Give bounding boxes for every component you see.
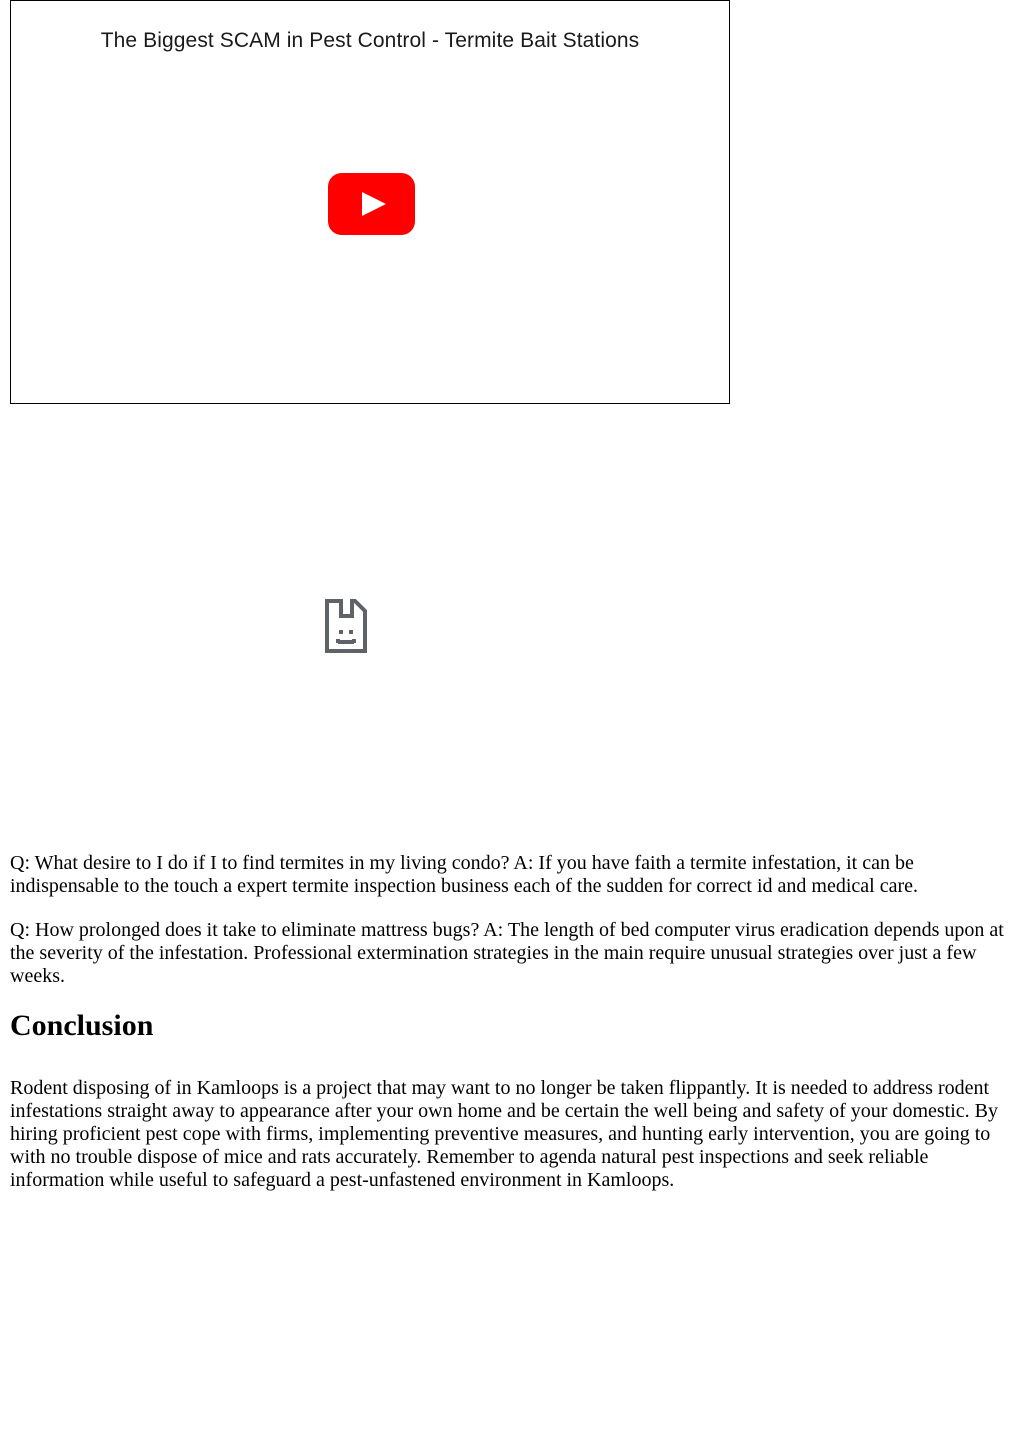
conclusion-heading: Conclusion bbox=[10, 1009, 154, 1042]
youtube-play-button[interactable] bbox=[328, 173, 415, 235]
faq-bed-bugs: Q: How prolonged does it take to eliminate mattress bugs? A: The length of bed computer virus eradication depends upon at the severity of the infestation. Professional extermination strategies in the main require unusual strategies over just a few weeks. bbox=[10, 919, 1004, 987]
youtube-play-icon bbox=[328, 173, 415, 235]
conclusion-paragraph: Rodent disposing of in Kamloops is a project that may want to no longer be taken flippantly. It is needed to address rodent infestations straight away to appearance after your own home and be certain the well being and safety of your domestic. By hiring proficient pest cope with firms, implementing preventive measures, and hunting early intervention, you are going to with no trouble dispose of mice and rats accurately. Remember to agenda natural pest inspections and seek reliable information while useful to safeguard a pest-unfastened environment in Kamloops. bbox=[10, 1077, 998, 1191]
faq-termites: Q: What desire to I do if I to find termites in my living condo? A: If you have faith a termite infestation, it can be indispensable to the touch a expert termite inspection business each of the sudden for correct id and medical care. bbox=[10, 852, 919, 897]
broken-document-icon bbox=[324, 598, 368, 654]
video-title[interactable]: The Biggest SCAM in Pest Control - Termite Bait Stations bbox=[100, 29, 640, 52]
broken-embed-frame bbox=[10, 448, 730, 808]
video-embed[interactable] bbox=[10, 0, 730, 404]
article-content bbox=[10, 852, 1006, 1213]
